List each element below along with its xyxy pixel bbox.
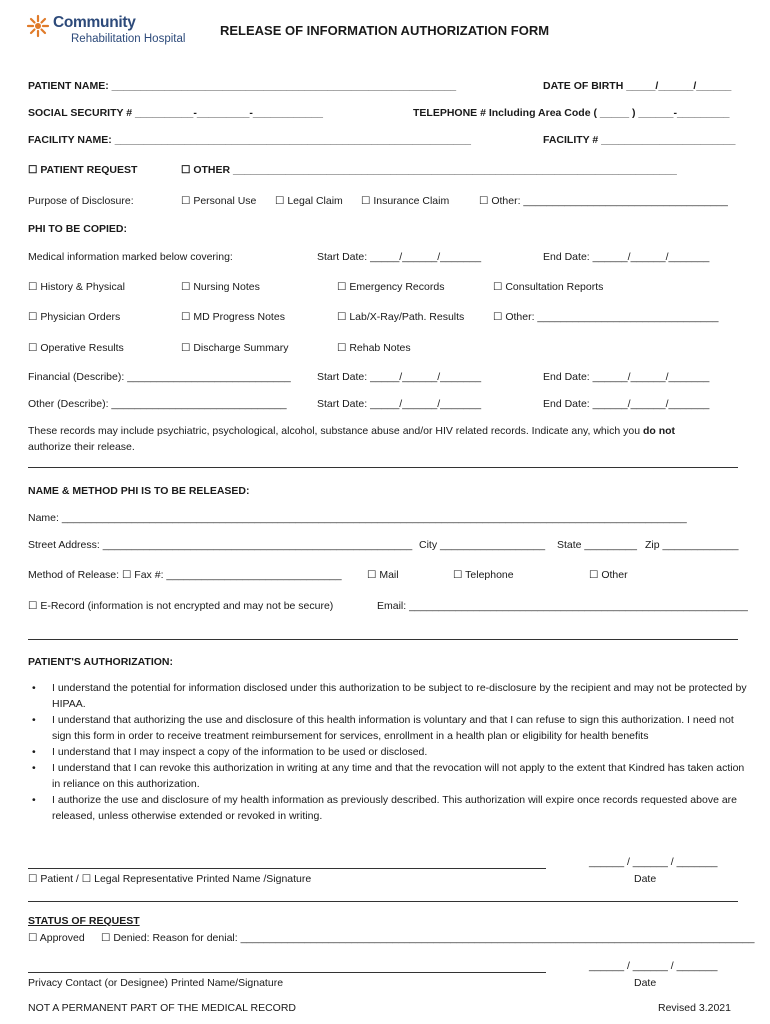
discharge-summary-checkbox[interactable]: ☐ Discharge Summary [181, 342, 289, 354]
facility-number-field[interactable]: FACILITY # _______________________ [543, 134, 736, 146]
personal-use-checkbox[interactable]: ☐ Personal Use [181, 195, 257, 207]
state-field[interactable]: State _________ [557, 539, 637, 551]
street-address-field[interactable]: Street Address: _____________________________________________________ [28, 539, 413, 551]
history-physical-checkbox[interactable]: ☐ History & Physical [28, 281, 125, 293]
other-records-field[interactable]: ☐ Other: _______________________________ [493, 311, 719, 323]
other-start-date[interactable]: Start Date: _____/______/_______ [317, 398, 482, 410]
zip-field[interactable]: Zip _____________ [645, 539, 739, 551]
legal-claim-checkbox[interactable]: ☐ Legal Claim [275, 195, 343, 207]
patient-name-field[interactable]: PATIENT NAME: ___________________________________________________________ [28, 80, 457, 92]
facility-name-field[interactable]: FACILITY NAME: _____________________________________________________________ [28, 134, 471, 146]
medical-start-date[interactable]: Start Date: _____/______/_______ [317, 251, 482, 263]
approved-checkbox[interactable]: ☐ Approved [28, 932, 85, 944]
footer-note: NOT A PERMANENT PART OF THE MEDICAL RECORD [28, 1002, 296, 1014]
emergency-records-checkbox[interactable]: ☐ Emergency Records [337, 281, 445, 293]
logo-text-hospital: Rehabilitation Hospital [71, 33, 186, 45]
physician-orders-checkbox[interactable]: ☐ Physician Orders [28, 311, 121, 323]
insurance-claim-checkbox[interactable]: ☐ Insurance Claim [361, 195, 450, 207]
authorization-heading: PATIENT'S AUTHORIZATION: [28, 656, 174, 668]
privacy-signature-line[interactable] [28, 972, 546, 973]
email-field[interactable]: Email: __________________________________________________________ [377, 600, 748, 612]
other-purpose-field[interactable]: ☐ Other: ___________________________________ [479, 195, 728, 207]
section-divider [28, 639, 738, 640]
telephone-field[interactable]: TELEPHONE # Including Area Code ( _____ ) ______-_________ [413, 107, 730, 119]
section-divider [28, 901, 738, 902]
erecord-checkbox[interactable]: ☐ E-Record (information is not encrypted and may not be secure) [28, 600, 334, 612]
list-item: • I understand that I may inspect a copy of the information to be used or disclosed. [28, 744, 748, 760]
medical-info-label: Medical information marked below covering: [28, 251, 233, 263]
patient-signature-date[interactable]: ______ / ______ / _______ [589, 856, 718, 868]
city-field[interactable]: City __________________ [419, 539, 546, 551]
phi-heading: PHI TO BE COPIED: [28, 223, 127, 235]
financial-describe-field[interactable]: Financial (Describe): ____________________________ [28, 371, 291, 383]
ssn-field[interactable]: SOCIAL SECURITY # __________-_________-____________ [28, 107, 323, 119]
release-heading: NAME & METHOD PHI IS TO BE RELEASED: [28, 485, 250, 497]
operative-results-checkbox[interactable]: ☐ Operative Results [28, 342, 124, 354]
rehab-notes-checkbox[interactable]: ☐ Rehab Notes [337, 342, 411, 354]
patient-request-checkbox[interactable]: ☐ PATIENT REQUEST [28, 164, 138, 176]
other-request-checkbox[interactable]: ☐ OTHER ____________________________________________________________________________ [181, 164, 677, 176]
patient-signature-label: ☐ Patient / ☐ Legal Representative Printed Name /Signature [28, 873, 312, 885]
other-method-checkbox[interactable]: ☐ Other [589, 569, 628, 581]
other-describe-field[interactable]: Other (Describe): ______________________________ [28, 398, 287, 410]
denied-reason-field[interactable]: ☐ Denied: Reason for denial: ________________________________________________________________________________________ [101, 932, 755, 944]
md-progress-notes-checkbox[interactable]: ☐ MD Progress Notes [181, 311, 285, 323]
financial-start-date[interactable]: Start Date: _____/______/_______ [317, 371, 482, 383]
patient-signature-line[interactable] [28, 868, 546, 869]
medical-end-date[interactable]: End Date: ______/______/_______ [543, 251, 710, 263]
records-notice: These records may include psychiatric, psychological, alcohol, substance abuse and/or HIV related records. Indicate any, which you do not [28, 425, 676, 437]
financial-end-date[interactable]: End Date: ______/______/_______ [543, 371, 710, 383]
privacy-signature-date[interactable]: ______ / ______ / _______ [589, 960, 718, 972]
revision-label: Revised 3.2021 [658, 1002, 731, 1014]
purpose-label: Purpose of Disclosure: [28, 195, 134, 207]
list-item: • I understand that I can revoke this authorization in writing at any time and that the revocation will not apply to the extent that Kindred has taken action in reliance on this authorization. [28, 760, 748, 792]
authorization-list [28, 680, 748, 824]
lab-xray-path-checkbox[interactable]: ☐ Lab/X-Ray/Path. Results [337, 311, 465, 323]
mail-checkbox[interactable]: ☐ Mail [367, 569, 399, 581]
hospital-logo-icon [26, 14, 50, 38]
recipient-name-field[interactable]: Name: ___________________________________________________________________________________________________________ [28, 512, 687, 524]
form-title: RELEASE OF INFORMATION AUTHORIZATION FORM [220, 23, 550, 38]
section-divider [28, 467, 738, 468]
logo-text-community: Community [53, 14, 136, 31]
records-notice-line2: authorize their release. [28, 441, 135, 453]
patient-date-label: Date [634, 873, 657, 885]
list-item: • I understand that authorizing the use and disclosure of this health information is voluntary and that I can refuse to sign this authorization. I need not sign this form in order to receive treatment reimbursement for services, enrollment in a health plan or eligibility for health benefits [28, 712, 748, 744]
list-item: • I understand the potential for information disclosed under this authorization to be subject to re-disclosure by the recipient and may not be protected by HIPAA. [28, 680, 748, 712]
other-end-date[interactable]: End Date: ______/______/_______ [543, 398, 710, 410]
privacy-date-label: Date [634, 977, 657, 989]
status-heading: STATUS OF REQUEST [28, 915, 140, 927]
consultation-reports-checkbox[interactable]: ☐ Consultation Reports [493, 281, 604, 293]
telephone-checkbox[interactable]: ☐ Telephone [453, 569, 514, 581]
fax-method-field[interactable]: Method of Release: ☐ Fax #: ______________________________ [28, 569, 342, 581]
nursing-notes-checkbox[interactable]: ☐ Nursing Notes [181, 281, 260, 293]
date-of-birth-field[interactable]: DATE OF BIRTH _____/______/______ [543, 80, 732, 92]
list-item: • I authorize the use and disclosure of my health information as previously described. This authorization will expire once records requested above are released, unless otherwise extended or revoked in writing. [28, 792, 748, 824]
privacy-contact-label: Privacy Contact (or Designee) Printed Name/Signature [28, 977, 284, 989]
